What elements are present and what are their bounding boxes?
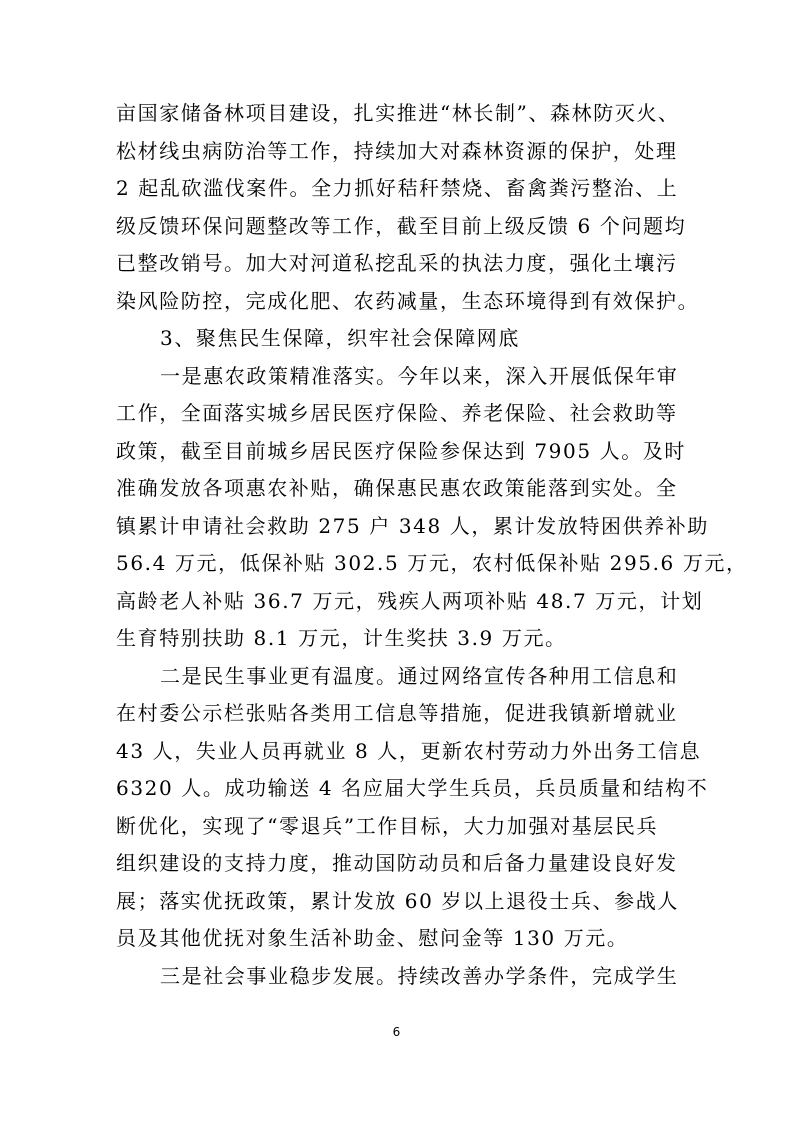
paragraph-first-line: 三是社会事业稳步发展。持续改善办学条件，完成学生: [160, 963, 679, 988]
text-line: 断优化，实现了“零退兵”工作目标，大力加强对基层民兵: [116, 813, 659, 838]
text-line: 6320 人。成功输送 4 名应届大学生兵员，兵员质量和结构不: [116, 776, 709, 800]
text-line: 员及其他优抚对象生活补助金、慰问金等 130 万元。: [116, 926, 629, 950]
text-line: 2 起乱砍滥伐案件。全力抓好秸秆禁烧、畜禽粪污整治、上: [116, 176, 679, 200]
text-line: 镇累计申请社会救助 275 户 348 人，累计发放特困供养补助: [116, 513, 709, 538]
text-line: 松材线虫病防治等工作，持续加大对森林资源的保护，处理: [116, 138, 678, 163]
paragraph-first-line: 一是惠农政策精准落实。今年以来，深入开展低保年审: [160, 363, 679, 388]
text-line: 亩国家储备林项目建设，扎实推进“林长制”、森林防灭火、: [116, 101, 680, 125]
text-line: 工作，全面落实城乡居民医疗保险、养老保险、社会救助等: [116, 401, 678, 425]
text-line: 级反馈环保问题整改等工作，截至目前上级反馈 6 个问题均: [116, 213, 687, 238]
paragraph-first-line: 二是民生事业更有温度。通过网络宣传各种用工信息和: [160, 663, 679, 688]
text-line: 生育特别扶助 8.1 万元，计生奖扶 3.9 万元。: [116, 626, 567, 650]
text-line: 已整改销号。加大对河道私挖乱采的执法力度，强化土壤污: [116, 251, 678, 275]
page-number: 6: [392, 1025, 401, 1039]
text-line: 准确发放各项惠农补贴，确保惠民惠农政策能落到实处。全: [116, 476, 678, 500]
text-line: 43 人，失业人员再就业 8 人，更新农村劳动力外出务工信息: [116, 738, 702, 763]
section-heading: 3、聚焦民生保障，织牢社会保障网底: [160, 326, 520, 350]
body-text: [116, 95, 748, 995]
text-line: 染风险防控，完成化肥、农药减量，生态环境得到有效保护。: [116, 288, 700, 313]
text-line: 高龄老人补贴 36.7 万元，残疾人两项补贴 48.7 万元，计划: [116, 588, 704, 613]
text-line: 56.4 万元，低保补贴 302.5 万元，农村低保补贴 295.6 万元，: [116, 551, 748, 575]
text-line: 组织建设的支持力度，推动国防动员和后备力量建设良好发: [116, 851, 678, 875]
text-line: 展；落实优抚政策，累计发放 60 岁以上退役士兵、参战人: [116, 888, 679, 913]
text-line: 在村委公示栏张贴各类用工信息等措施，促进我镇新增就业: [116, 701, 678, 725]
text-line: 政策，截至目前城乡居民医疗保险参保达到 7905 人。及时: [116, 438, 687, 463]
